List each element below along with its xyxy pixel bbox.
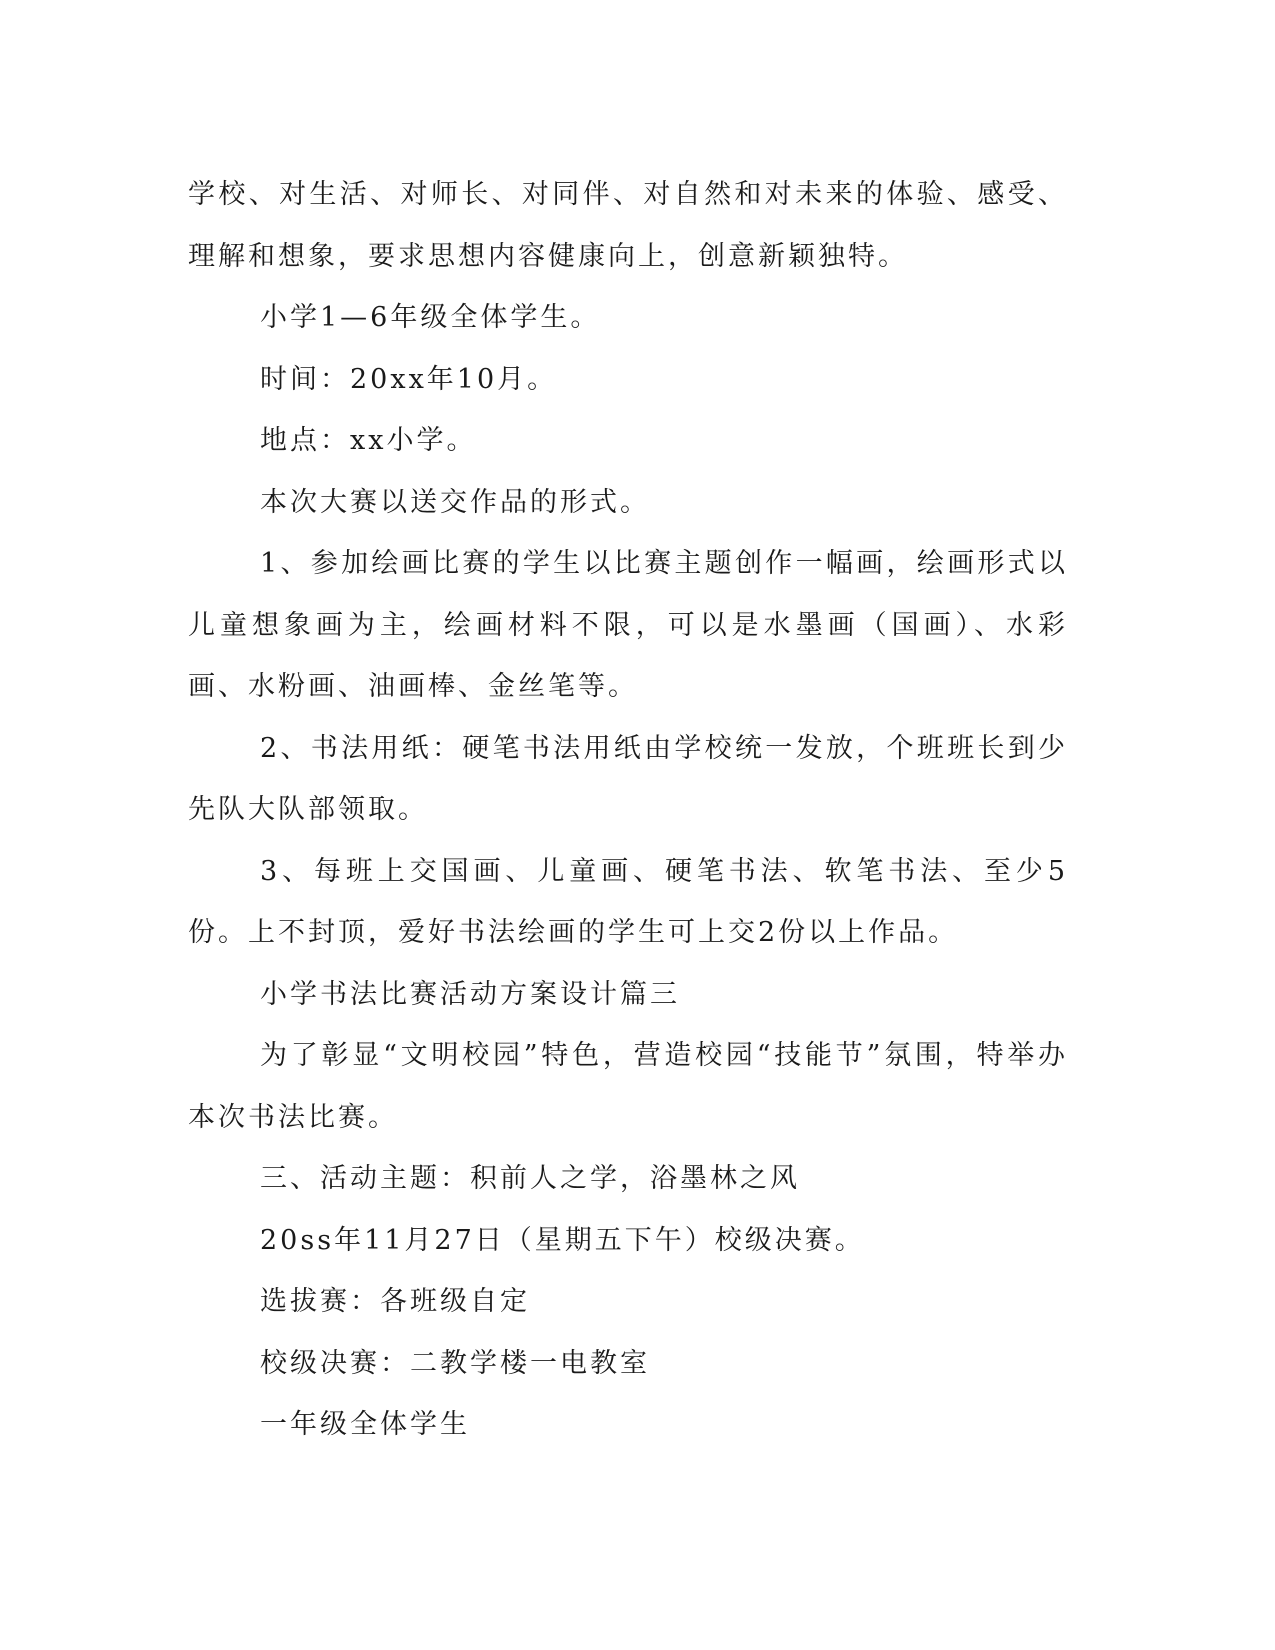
paragraph-4: 地点：xx小学。 bbox=[260, 425, 477, 456]
paragraph-7: 2、书法用纸：硬笔书法用纸由学校统一发放，个班班长到少先队大队部领取。 bbox=[188, 732, 1068, 825]
paragraph-10: 为了彰显“文明校园”特色，营造校园“技能节”氛围，特举办本次书法比赛。 bbox=[188, 1040, 1068, 1133]
paragraph-8: 3、每班上交国画、儿童画、硬笔书法、软笔书法、至少5份。上不封顶，爱好书法绘画的学生可上交2份以上作品。 bbox=[188, 855, 1068, 948]
paragraph-1: 学校、对生活、对师长、对同伴、对自然和对未来的体验、感受、理解和想象，要求思想内容健康向上，创意新颖独特。 bbox=[188, 179, 1068, 272]
paragraph-13: 选拔赛：各班级自定 bbox=[260, 1286, 530, 1317]
paragraph-11: 三、活动主题：积前人之学，浴墨林之风 bbox=[260, 1163, 800, 1194]
section-heading: 小学书法比赛活动方案设计篇三 bbox=[260, 978, 680, 1010]
document-body bbox=[188, 164, 1068, 1456]
paragraph-15: 一年级全体学生 bbox=[260, 1409, 470, 1440]
paragraph-12: 20ss年11月27日（星期五下午）校级决赛。 bbox=[260, 1224, 865, 1256]
paragraph-3: 时间：20xx年10月。 bbox=[260, 363, 558, 395]
paragraph-2: 小学1—6年级全体学生。 bbox=[260, 302, 601, 333]
paragraph-6: 1、参加绘画比赛的学生以比赛主题创作一幅画，绘画形式以儿童想象画为主，绘画材料不限，可以是水墨画（国画）、水彩画、水粉画、油画棒、金丝笔等。 bbox=[188, 548, 1068, 702]
paragraph-5: 本次大赛以送交作品的形式。 bbox=[260, 486, 650, 518]
paragraph-14: 校级决赛：二教学楼一电教室 bbox=[260, 1347, 650, 1379]
